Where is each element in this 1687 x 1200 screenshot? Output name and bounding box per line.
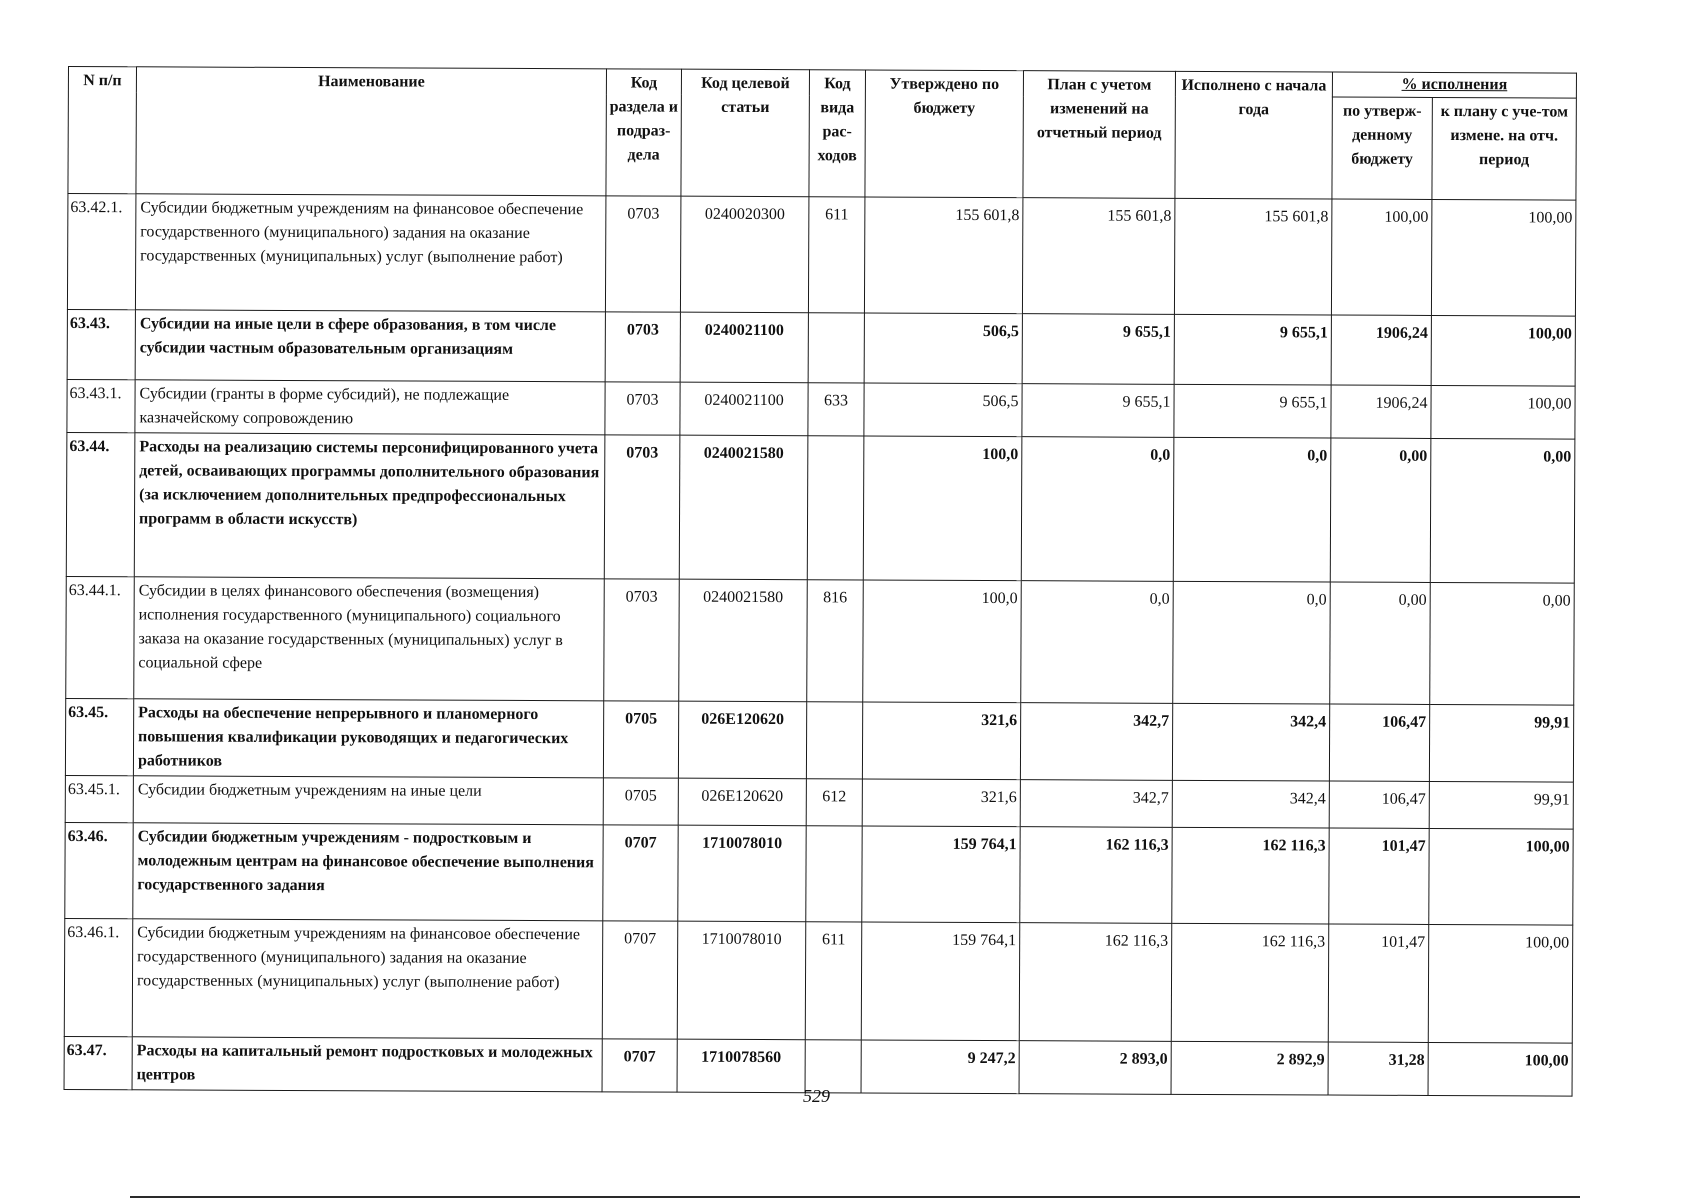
row-utv: 100,0 (863, 436, 1022, 581)
header-vid: Код вида рас-ходов (809, 70, 866, 197)
row-pct-utv: 106,47 (1329, 781, 1429, 828)
row-cel: 1710078010 (678, 825, 806, 922)
row-utv: 159 764,1 (862, 826, 1020, 923)
row-pct-utv: 1906,24 (1331, 385, 1431, 438)
row-pct-utv: 0,00 (1330, 438, 1431, 582)
row-pct-utv: 0,00 (1330, 582, 1431, 704)
row-plan: 162 116,3 (1020, 827, 1172, 924)
bottom-rule (130, 1196, 1580, 1198)
row-vid: 611 (808, 197, 865, 313)
row-vid: 816 (807, 580, 864, 702)
row-pct-plan: 100,00 (1428, 1042, 1572, 1096)
row-name: Субсидии на иные цели в сфере образования, в том числе субсидии частным образовательным организациям (135, 310, 605, 382)
row-vid: 612 (806, 779, 862, 826)
row-pct-plan: 100,00 (1429, 828, 1573, 925)
row-cel: 1710078010 (677, 921, 806, 1040)
row-utv: 506,5 (864, 313, 1022, 384)
table-row (67, 194, 1575, 317)
row-pct-utv: 31,28 (1328, 1042, 1428, 1095)
row-pct-utv: 101,47 (1329, 828, 1429, 924)
row-utv: 321,6 (862, 779, 1020, 827)
row-razdel: 0705 (603, 778, 678, 825)
row-utv: 321,6 (862, 702, 1020, 780)
table-row (65, 775, 1573, 829)
row-pct-plan: 100,00 (1431, 385, 1575, 439)
row-pct-plan: 100,00 (1428, 924, 1573, 1043)
row-num: 63.43.1. (67, 379, 135, 432)
header-plan: План с учетом изменений на отчетный период (1023, 71, 1176, 199)
row-isp: 162 116,3 (1172, 827, 1329, 924)
table-row (65, 698, 1573, 782)
header-razdel: Код раздела и подраз-дела (606, 69, 682, 196)
row-plan: 2 893,0 (1019, 1041, 1171, 1095)
row-vid: 633 (808, 383, 864, 436)
row-razdel: 0707 (603, 825, 678, 921)
header-utv: Утверждено по бюджету (865, 70, 1024, 198)
row-name: Субсидии бюджетным учреждениям на финансовое обеспечение государственного (муниципального) задания на оказание государственных (муниципальных) услуг (выполнение работ) (135, 194, 606, 312)
row-utv: 9 247,2 (861, 1040, 1019, 1094)
row-pct-utv: 101,47 (1328, 924, 1429, 1042)
row-isp: 162 116,3 (1171, 923, 1329, 1042)
row-num: 63.45. (65, 698, 133, 775)
row-name: Расходы на обеспечение непрерывного и планомерного повышения квалификации руководящих и педагогических работников (133, 699, 603, 778)
row-razdel: 0703 (604, 435, 680, 579)
row-razdel: 0703 (605, 312, 680, 382)
row-isp: 0,0 (1173, 581, 1331, 704)
row-pct-plan: 100,00 (1431, 199, 1576, 316)
row-vid (808, 313, 864, 383)
row-pct-utv: 1906,24 (1331, 315, 1431, 385)
row-isp: 342,4 (1172, 780, 1329, 828)
row-cel: 1710078560 (677, 1039, 805, 1093)
page-number: 529 (803, 1086, 830, 1106)
header-name: Наименование (136, 67, 607, 196)
row-plan: 342,7 (1020, 703, 1172, 781)
row-vid (806, 826, 862, 922)
row-vid (807, 436, 864, 580)
row-isp: 9 655,1 (1174, 384, 1331, 438)
header-num: N п/п (68, 67, 137, 194)
header-pct-utv: по утверж-денному бюджету (1332, 97, 1432, 199)
row-pct-plan: 99,91 (1429, 704, 1573, 782)
row-vid (805, 1040, 861, 1093)
table-row (65, 822, 1573, 925)
row-num: 63.43. (67, 309, 135, 379)
table-row (66, 432, 1575, 583)
row-cel: 0240021100 (680, 382, 808, 436)
row-isp: 155 601,8 (1174, 198, 1332, 315)
header-pct: % исполнения (1332, 72, 1576, 98)
row-vid: 611 (805, 922, 862, 1040)
table-header (68, 67, 1577, 201)
row-isp: 0,0 (1173, 437, 1331, 582)
row-cel: 0240020300 (680, 196, 809, 313)
budget-execution-table (64, 66, 1577, 1097)
row-num: 63.47. (64, 1036, 132, 1089)
row-name: Расходы на реализацию системы персонифицированного учета детей, осваивающих программы дополнительного образования (за исключением дополнительных предпрофессиональных программ в области искусств) (134, 433, 605, 579)
row-name: Субсидии в целях финансового обеспечения (возмещения) исполнения государственного (муниципального) социального заказа на оказание государственных (муниципальных) услуг в социальной сфере (134, 577, 605, 701)
header-pct-plan: к плану с уче-том измене. на отч. период (1432, 97, 1576, 200)
row-razdel: 0707 (602, 921, 678, 1039)
row-num: 63.46. (65, 822, 133, 918)
table-body (64, 194, 1576, 1097)
row-razdel: 0703 (605, 196, 681, 312)
row-name: Расходы на капитальный ремонт подростковых и молодежных центров (132, 1037, 602, 1092)
header-cel: Код целевой статьи (681, 69, 810, 197)
row-vid (806, 702, 862, 779)
row-utv: 506,5 (864, 383, 1022, 437)
row-num: 63.45.1. (65, 775, 133, 822)
table-row (67, 309, 1575, 386)
row-utv: 100,0 (863, 580, 1022, 703)
row-cel: 0240021100 (680, 312, 808, 383)
row-plan: 0,0 (1021, 581, 1174, 704)
row-num: 63.46.1. (64, 918, 133, 1036)
row-cel: 0240021580 (679, 435, 808, 580)
row-cel: 026E120620 (678, 701, 806, 779)
row-pct-plan: 100,00 (1431, 315, 1575, 386)
row-num: 63.42.1. (67, 194, 136, 310)
row-name: Субсидии бюджетным учреждениям - подростковым и молодежным центрам на финансовое обеспечение выполнения государственного задания (133, 823, 603, 921)
row-pct-utv: 100,00 (1331, 199, 1432, 315)
row-plan: 162 116,3 (1019, 923, 1172, 1042)
row-name: Субсидии бюджетным учреждениям на финансовое обеспечение государственного (муниципального) задания на оказание государственных (муниципальных) услуг (выполнение работ) (132, 919, 603, 1039)
row-plan: 342,7 (1020, 780, 1172, 828)
row-pct-plan: 99,91 (1429, 781, 1573, 829)
table-row (64, 918, 1573, 1043)
row-plan: 9 655,1 (1022, 314, 1174, 385)
row-name: Субсидии бюджетным учреждениям на иные цели (133, 776, 603, 825)
row-pct-plan: 0,00 (1430, 582, 1575, 705)
table-row (67, 379, 1575, 439)
header-isp: Исполнено с начала года (1175, 71, 1333, 199)
row-isp: 9 655,1 (1174, 314, 1331, 385)
row-isp: 2 892,9 (1171, 1041, 1328, 1095)
row-razdel: 0703 (604, 579, 680, 701)
table-row (66, 576, 1575, 705)
row-pct-utv: 106,47 (1329, 704, 1429, 781)
row-name: Субсидии (гранты в форме субсидий), не подлежащие казначейскому сопровождению (135, 380, 605, 435)
row-plan: 0,0 (1021, 437, 1174, 582)
row-plan: 155 601,8 (1022, 198, 1175, 315)
row-cel: 026E120620 (678, 778, 806, 826)
row-num: 63.44. (66, 432, 135, 576)
row-num: 63.44.1. (66, 576, 135, 698)
row-pct-plan: 0,00 (1430, 438, 1575, 583)
row-utv: 155 601,8 (864, 197, 1023, 314)
row-cel: 0240021580 (679, 579, 808, 702)
row-isp: 342,4 (1172, 703, 1329, 781)
row-plan: 9 655,1 (1022, 384, 1174, 438)
row-razdel: 0705 (603, 701, 678, 778)
row-utv: 159 764,1 (861, 922, 1020, 1041)
row-razdel: 0707 (602, 1039, 677, 1092)
row-razdel: 0703 (605, 382, 680, 435)
